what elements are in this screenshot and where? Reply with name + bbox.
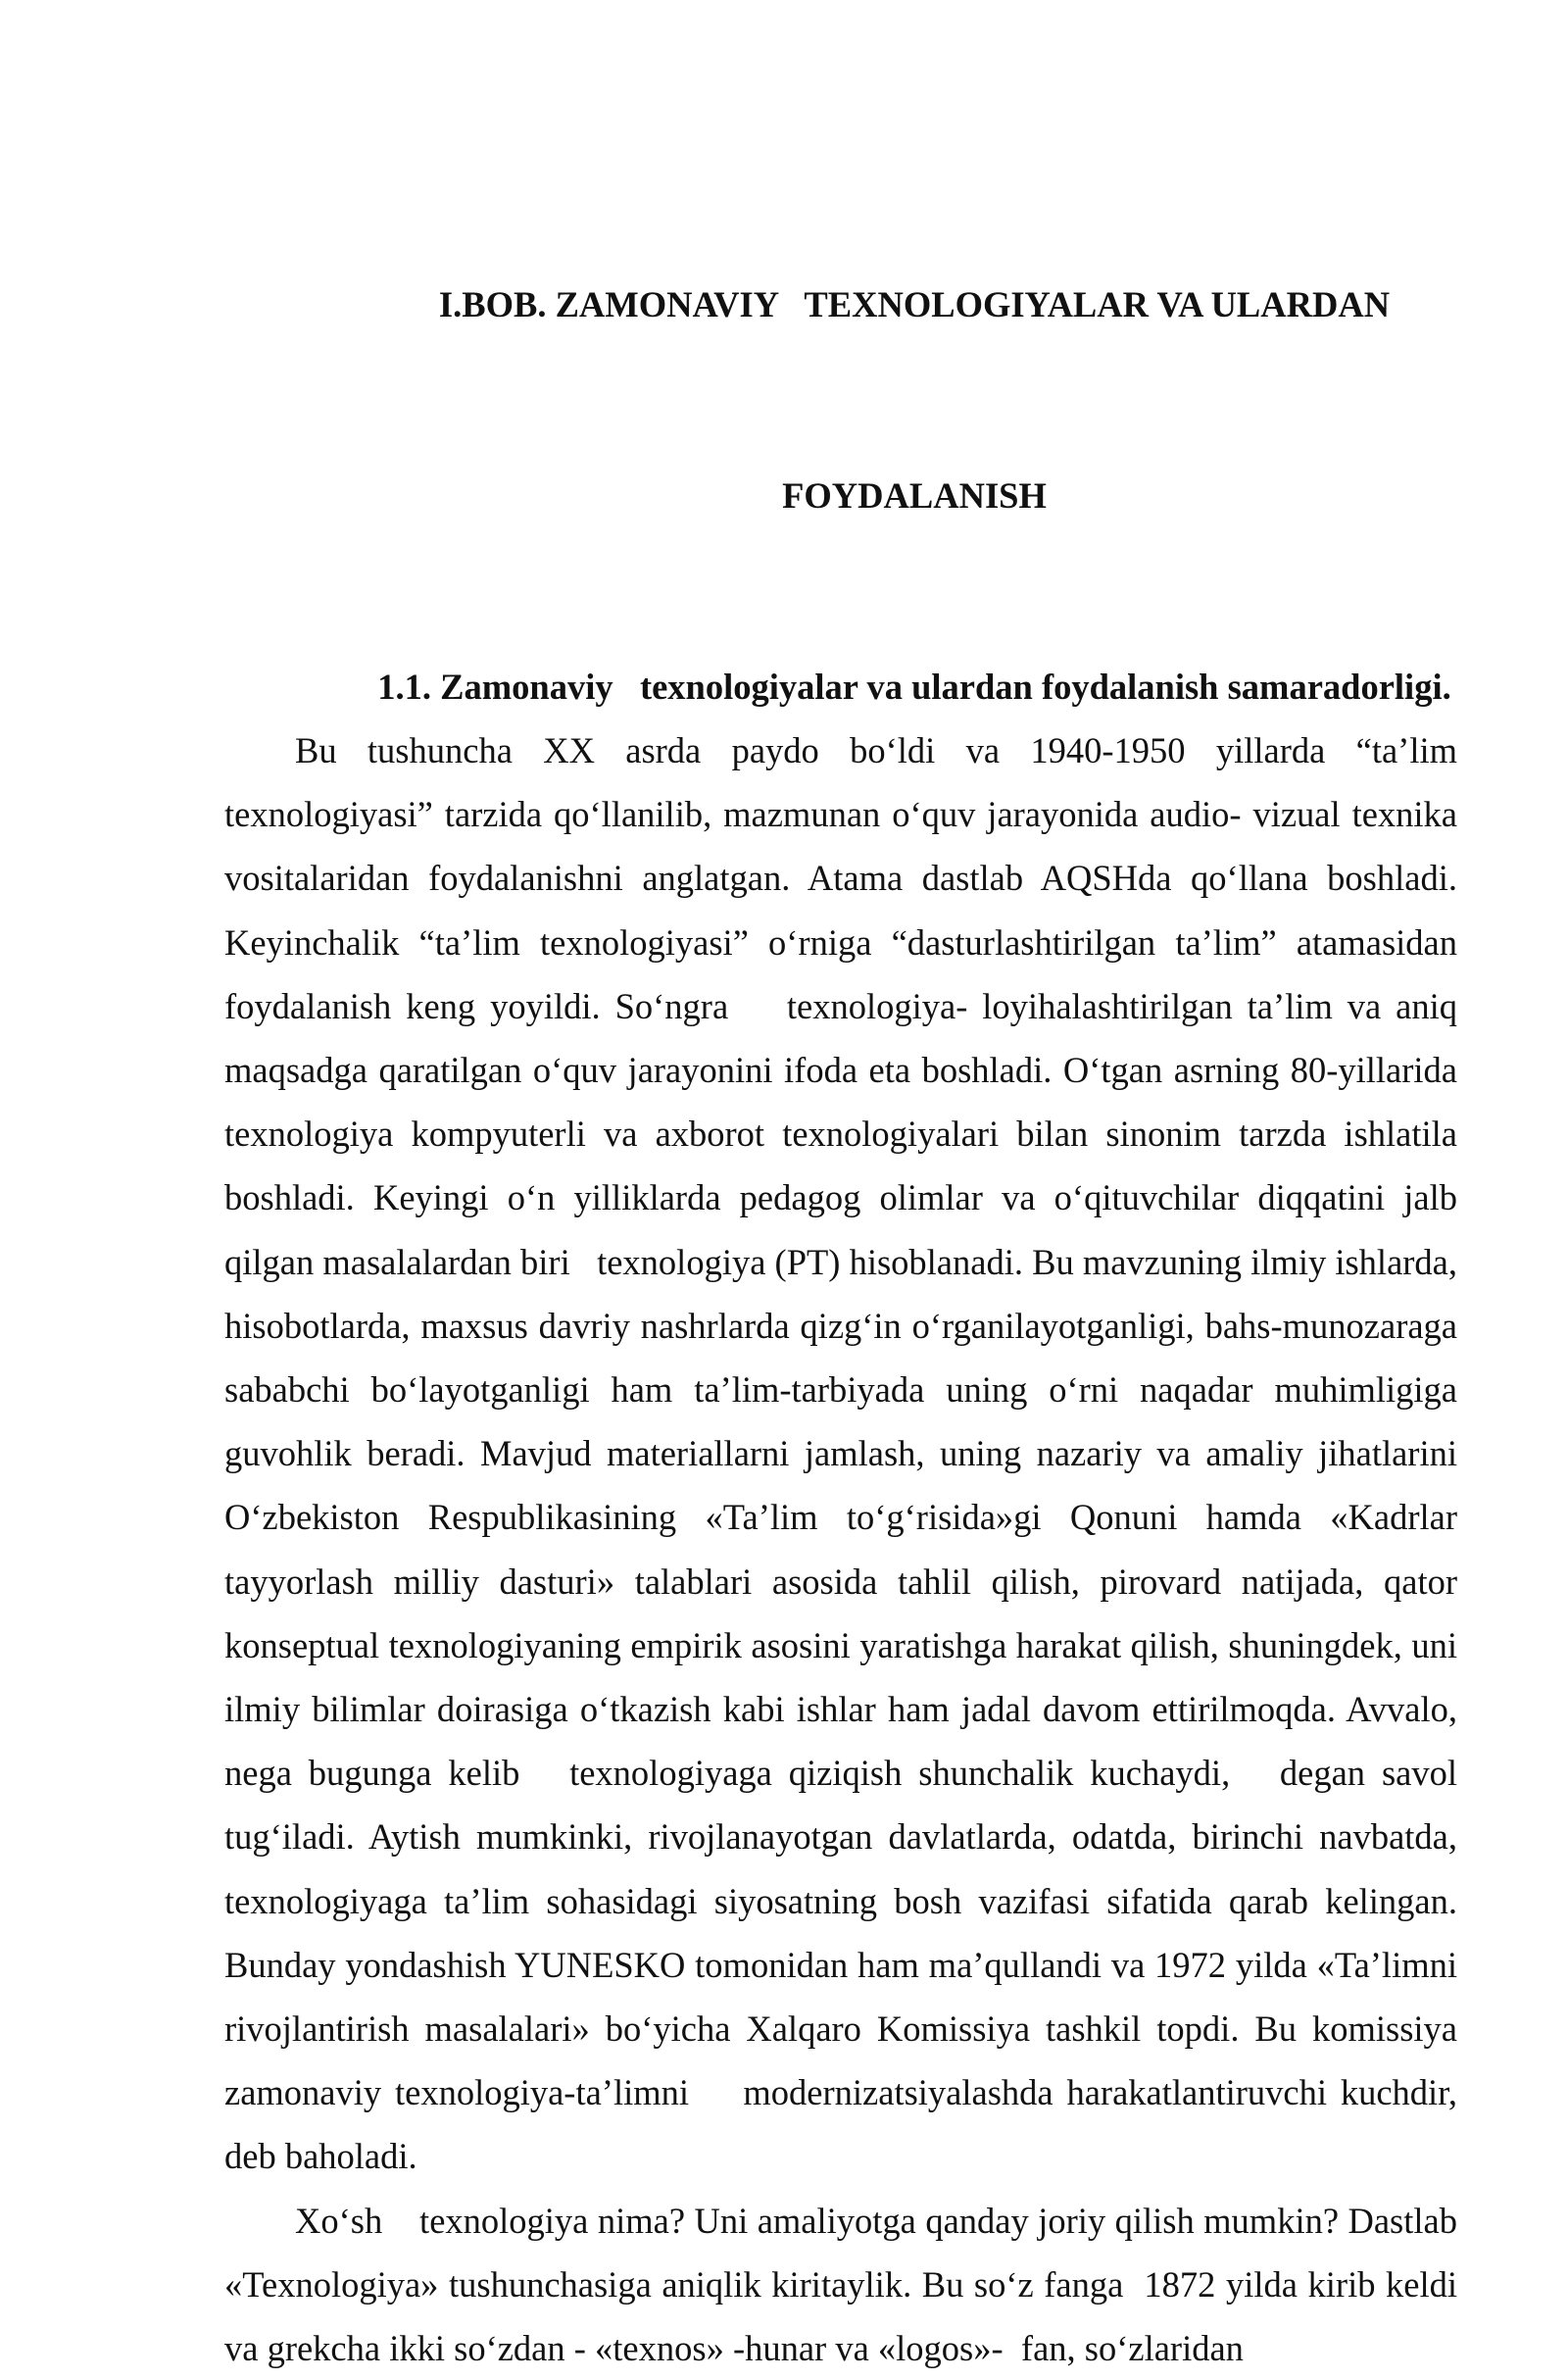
body-paragraph-1: Bu tushuncha XX asrda paydo bo‘ldi va 1940-1950 yillarda “ta’lim texnologiyasi” tarzida qo‘llanilib, mazmunan o‘quv jarayonida audio- vizual texnika vositalaridan foydalanishni anglatgan. Atama dastlab AQSHda qo‘llana boshladi. Keyinchalik “ta’lim texnologiyasi” o‘rniga “dasturlashtirilgan ta’lim” atamasidan foydalanish keng yoyildi. So‘ngra texnologiya- loyihalashtirilgan ta’lim va aniq maqsadga qaratilgan o‘quv jarayonini ifoda eta boshladi. O‘tgan asrning 80-yillarida texnologiya kompyuterli va axborot texnologiyalari bilan sinonim tarzda ishlatila boshladi. Keyingi o‘n yilliklarda pedagog olimlar va o‘qituvchilar diqqatini jalb qilgan masalalardan biri texnologiya (PT) hisoblanadi. Bu mavzuning ilmiy ishlarda, hisobotlarda, maxsus davriy nashrlarda qizg‘in o‘rganilayotganligi, bahs-munozaraga sababchi bo‘layotganligi ham ta’lim-tarbiyada uning o‘rni naqadar muhimligiga guvohlik beradi. Mavjud materiallarni jamlash, uning nazariy va amaliy jihatlarini O‘zbekiston Respublikasining «Ta’lim to‘g‘risida»gi Qonuni hamda «Kadrlar tayyorlash milliy dasturi» talablari asosida tahlil qilish, pirovard natijada, qator konseptual texnologiyaning empirik asosini yaratishga harakat qilish, shuningdek, uni ilmiy bilimlar doirasiga o‘tkazish kabi ishlar ham jadal davom ettirilmoqda. Avvalo, nega bugunga kelib texnologiyaga qiziqish shunchalik kuchaydi, degan savol tug‘iladi. Aytish mumkinki, rivojlanayotgan davlatlarda, odatda, birinchi navbatda, texnologiyaga ta’lim sohasidagi siyosatning bosh vazifasi sifatida qarab kelingan. Bunday yondashish YUNESKO tomonidan ham ma’qullandi va 1972 yilda «Ta’limni rivojlantirish masalalari» bo‘yicha Xalqaro Komissiya tashkil topdi. Bu komissiya zamonaviy texnologiya-ta’limni modernizatsiyalashda harakatlantiruvchi kuchdir, deb baholadi. [224,730,1494,2177]
page-content [224,145,1494,2380]
body-paragraph-2: Xo‘sh texnologiya nima? Uni amaliyotga qanday joriy qilish mumkin? Dastlab «Texnologiya» tushunchasiga aniqlik kiritaylik. Bu so‘z fanga 1872 yilda kirib keldi va grekcha ikki so‘zdan - «texnos» -hunar va «logos»- fan, so‘zlaridan [224,2200,1467,2369]
chapter-title-line-1: I.BOB. ZAMONAVIY TEXNOLOGIYALAR VA ULARDAN [438,284,1391,324]
chapter-title [224,145,1457,655]
section-title: 1.1. Zamonaviy texnologiyalar va ulardan foydalanish samaradorligi. [377,667,1451,707]
chapter-title-line-2: FOYDALANISH [782,475,1047,516]
